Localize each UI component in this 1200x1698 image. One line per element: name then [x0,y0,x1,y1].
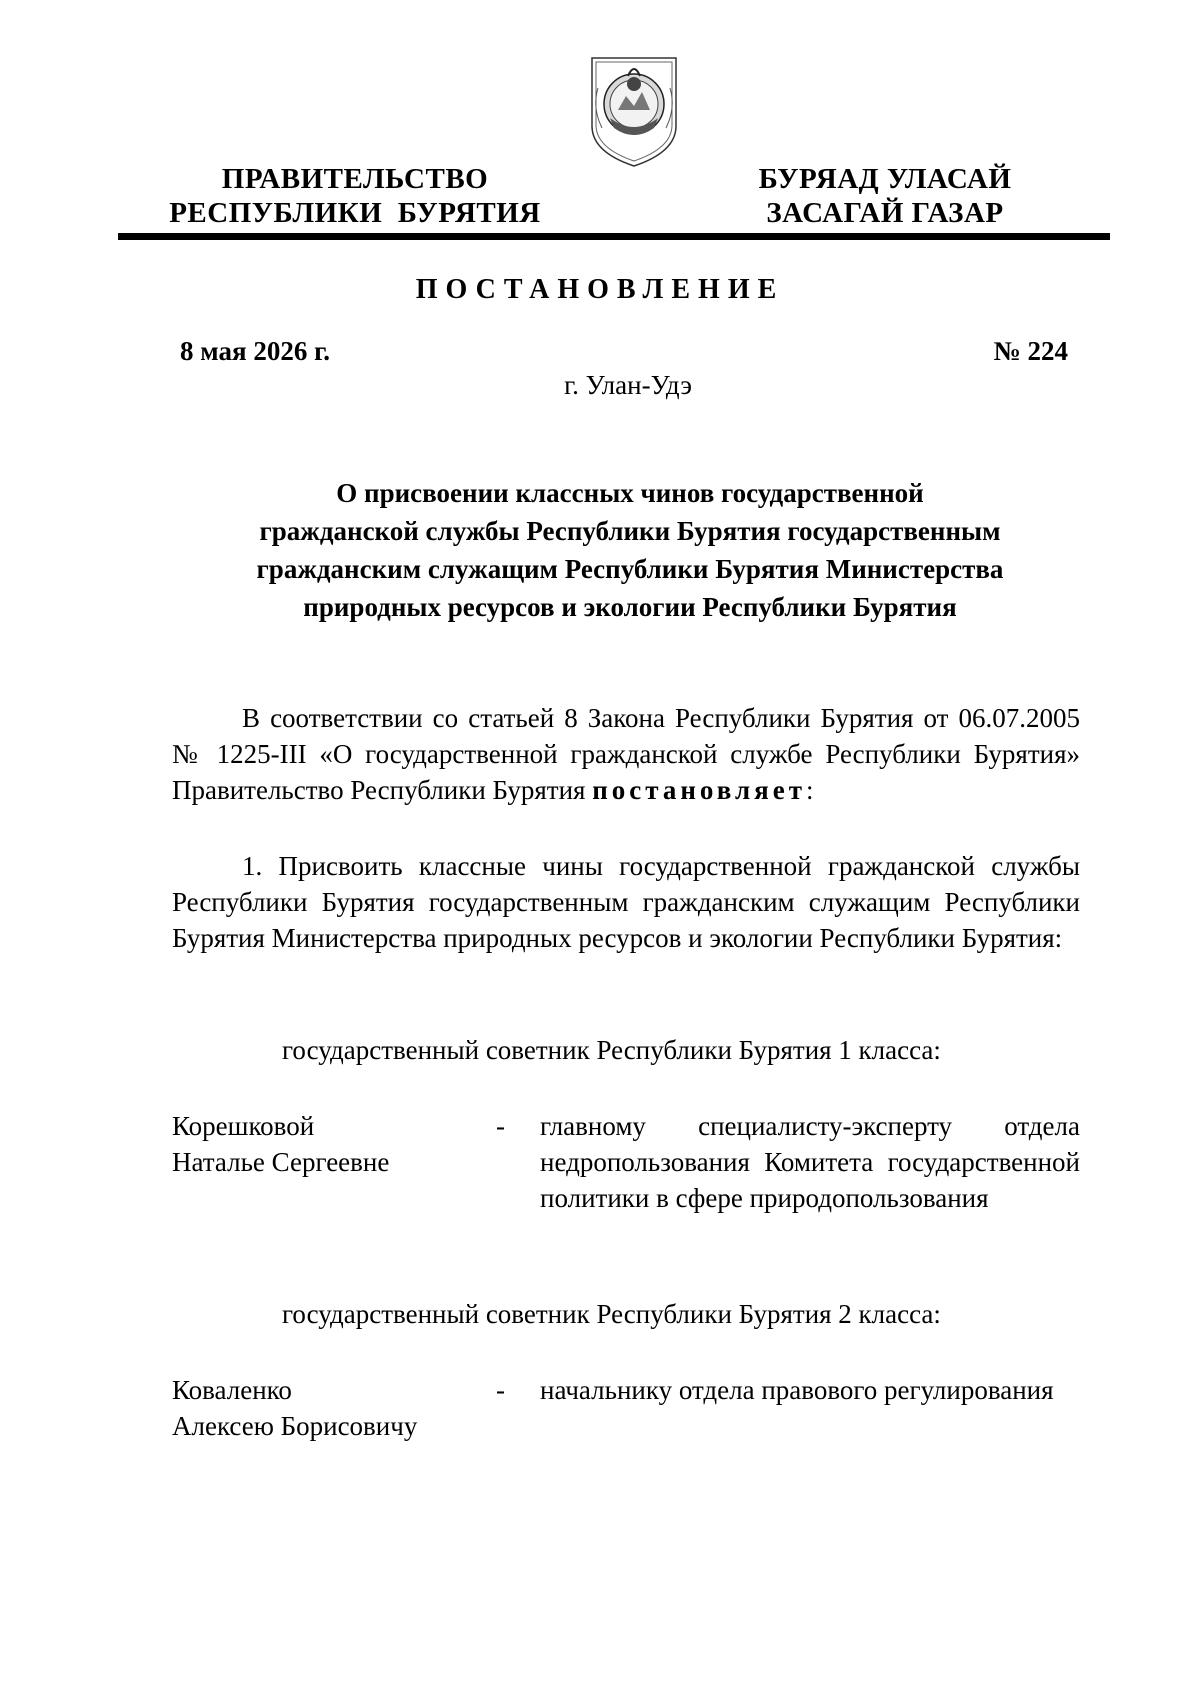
clause-1-text: 1. Присвоить классные чины государственной гражданской службы Республики Бурятия государственным гражданским служащим Республики Бурятия Министерства природных ресурсов и экологии Республики Бурятия: [172,851,1080,953]
preamble-end: : [805,775,814,805]
header-divider [118,233,1110,240]
rank-heading: государственный советник Республики Бурятия 1 класса: [282,1035,941,1065]
preamble-text: В соответствии со статьей 8 Закона Республики Бурятия от 06.07.2005 № 1225-III «О государственной гражданской службе Республики Бурятия» Правительство Республики Бурятия [172,703,1080,805]
person-name [172,1108,472,1180]
document-number: № 224 [993,336,1068,366]
document-date: 8 мая 2026 г. [180,336,331,366]
person-surname: Коваленко [172,1375,292,1405]
government-name-line: РЕСПУБЛИКИ БУРЯТИЯ [169,197,541,229]
document-city: г. Улан-Удэ [564,370,692,400]
person-given-names: Алексею Борисовичу [172,1411,418,1441]
title-line: О присвоении классных чинов государственной [336,478,924,508]
title-line: гражданским служащим Республики Бурятия Министерства [256,554,1004,584]
government-name-buryat [730,162,1040,230]
person-surname: Корешковой [172,1111,315,1141]
preamble-paragraph [172,700,1080,808]
person-name [172,1372,472,1444]
document-type: ПОСТАНОВЛЕНИЕ [415,274,785,305]
title-line: гражданской службы Республики Бурятия государственным [259,516,1001,546]
preamble-verb: постановляет [592,775,806,805]
rank-heading: государственный советник Республики Бурятия 2 класса: [282,1299,941,1329]
government-name-line: БУРЯАД УЛАСАЙ [758,163,1012,195]
person-position: начальнику отдела правового регулирования [540,1375,1054,1405]
person-position: главному специалисту-эксперту отдела недропользования Комитета государственной политики в сфере природопользования [540,1111,1080,1213]
person-given-names: Наталье Сергеевне [172,1147,390,1177]
title-line: природных ресурсов и экологии Республики Бурятия [303,592,957,622]
separator-dash: - [496,1111,505,1141]
government-name-russian [150,162,560,230]
document-title [150,474,1110,626]
coat-of-arms-icon [588,48,680,170]
clause-1-paragraph [172,848,1080,956]
government-name-line: ЗАСАГАЙ ГАЗАР [766,197,1004,229]
separator-dash: - [496,1375,505,1405]
government-name-line: ПРАВИТЕЛЬСТВО [221,163,489,195]
